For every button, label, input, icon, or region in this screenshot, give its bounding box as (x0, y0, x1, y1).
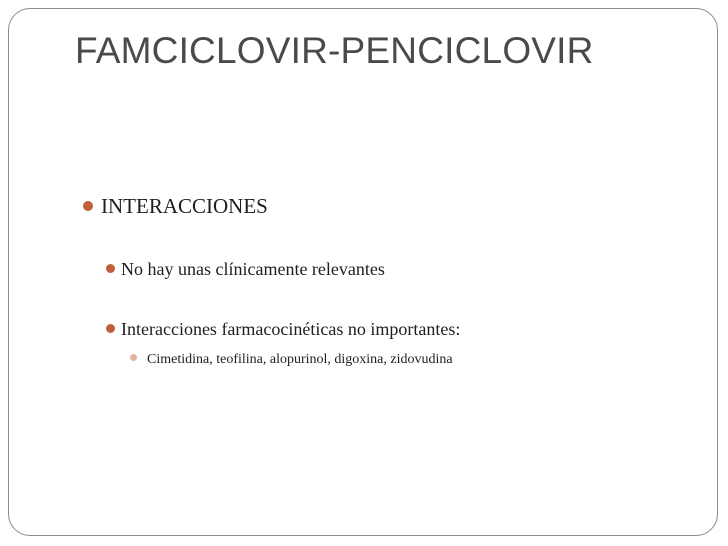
bullet-dot-icon (106, 264, 115, 273)
bullet-text: No hay unas clínicamente relevantes (121, 259, 385, 279)
bullet-dot-icon (106, 324, 115, 333)
bullet-text: INTERACCIONES (101, 194, 268, 218)
slide-title: FAMCICLOVIR-PENCICLOVIR (75, 30, 594, 71)
bullet-item-farmacocineticas (106, 319, 460, 340)
bullet-dot-icon (83, 201, 93, 211)
bullet-item-interacciones (83, 194, 268, 219)
bullet-dot-icon (130, 354, 137, 361)
bullet-text: Interacciones farmacocinéticas no importantes: (121, 319, 461, 339)
bullet-item-no-relevantes (106, 259, 385, 280)
bullet-item-farmacos (130, 352, 453, 368)
bullet-text: Cimetidina, teofilina, alopurinol, digoxina, zidovudina (147, 352, 453, 367)
